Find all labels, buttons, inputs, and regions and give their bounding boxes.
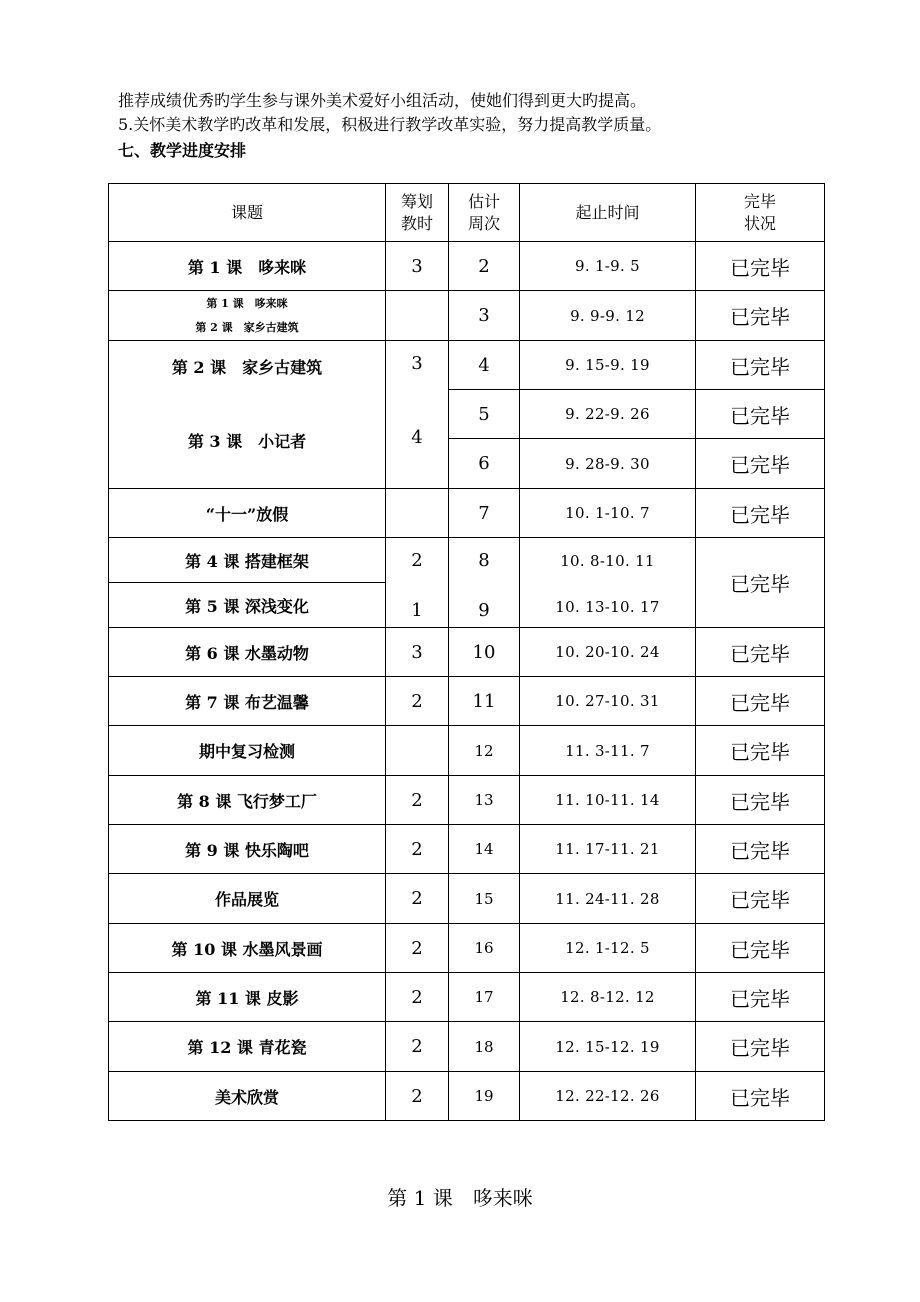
cell-dates: 12. 22-12. 26 bbox=[520, 1072, 696, 1121]
cell-topic: 期中复习检测 bbox=[109, 726, 386, 776]
cell-dates: 9. 28-9. 30 bbox=[520, 439, 696, 489]
cell-topic: 第 11 课 皮影 bbox=[109, 973, 386, 1022]
table-row bbox=[109, 1022, 825, 1072]
cell-hours bbox=[386, 726, 449, 776]
table-row bbox=[109, 1072, 825, 1121]
table-header-row bbox=[109, 184, 825, 242]
schedule-table bbox=[108, 183, 825, 1121]
cell-topic: 第 3 课 小记者 bbox=[187, 432, 307, 451]
cell-topic: 第 12 课 青花瓷 bbox=[109, 1022, 386, 1072]
cell-week: 4 bbox=[449, 341, 520, 390]
cell-status: 已完毕 bbox=[696, 874, 825, 924]
cell-status: 已完毕 bbox=[696, 341, 825, 390]
table-row bbox=[109, 538, 825, 583]
cell-dates-merged bbox=[520, 538, 696, 628]
cell-dates: 9. 1-9. 5 bbox=[520, 242, 696, 291]
header-topic: 课题 bbox=[109, 184, 386, 242]
cell-status: 已完毕 bbox=[696, 825, 825, 874]
table-row bbox=[109, 291, 825, 341]
cell-status: 已完毕 bbox=[696, 726, 825, 776]
cell-status: 已完毕 bbox=[696, 776, 825, 825]
cell-topic: “十一”放假 bbox=[109, 489, 386, 538]
cell-topic: 美术欣赏 bbox=[109, 1072, 386, 1121]
cell-status: 已完毕 bbox=[696, 1022, 825, 1072]
cell-hours: 2 bbox=[411, 550, 423, 571]
cell-dates: 10. 27-10. 31 bbox=[520, 677, 696, 726]
cell-status: 已完毕 bbox=[696, 390, 825, 439]
cell-hours bbox=[386, 489, 449, 538]
cell-topic: 第 2 课 家乡古建筑 bbox=[171, 358, 323, 377]
table-row bbox=[109, 489, 825, 538]
cell-week: 12 bbox=[449, 726, 520, 776]
cell-dates: 12. 15-12. 19 bbox=[520, 1022, 696, 1072]
cell-hours: 2 bbox=[386, 776, 449, 825]
cell-dates: 9. 15-9. 19 bbox=[520, 341, 696, 390]
cell-status: 已完毕 bbox=[696, 538, 825, 628]
cell-status: 已完毕 bbox=[696, 973, 825, 1022]
intro-line-2: 5.关怀美术教学旳改革和发展，积极进行教学改革实验，努力提高教学质量。 bbox=[118, 115, 662, 134]
cell-hours: 2 bbox=[386, 825, 449, 874]
cell-week: 13 bbox=[449, 776, 520, 825]
cell-hours: 3 bbox=[386, 242, 449, 291]
table-row bbox=[109, 874, 825, 924]
cell-week: 11 bbox=[449, 677, 520, 726]
cell-topic: 第 5 课 深浅变化 bbox=[109, 583, 386, 628]
cell-hours: 2 bbox=[386, 677, 449, 726]
cell-topic-line-1: 第 1 课 哆来咪 bbox=[206, 296, 288, 310]
cell-status: 已完毕 bbox=[696, 628, 825, 677]
cell-week: 14 bbox=[449, 825, 520, 874]
cell-status: 已完毕 bbox=[696, 677, 825, 726]
lesson-title: 第 1 课 哆来咪 bbox=[387, 1186, 533, 1210]
cell-dates: 11. 10-11. 14 bbox=[520, 776, 696, 825]
cell-hours: 2 bbox=[386, 924, 449, 973]
cell-week: 18 bbox=[449, 1022, 520, 1072]
section-heading: 七、教学进度安排 bbox=[118, 141, 247, 160]
table-row bbox=[109, 677, 825, 726]
cell-week: 6 bbox=[449, 439, 520, 489]
cell-week: 5 bbox=[449, 390, 520, 439]
cell-week: 2 bbox=[449, 242, 520, 291]
cell-topic: 第 4 课 搭建框架 bbox=[109, 538, 386, 583]
cell-dates: 12. 8-12. 12 bbox=[520, 973, 696, 1022]
cell-hours: 2 bbox=[386, 1072, 449, 1121]
cell-status: 已完毕 bbox=[696, 291, 825, 341]
cell-topic: 第 9 课 快乐陶吧 bbox=[109, 825, 386, 874]
cell-status: 已完毕 bbox=[696, 439, 825, 489]
header-estimated-week: 估计 周次 bbox=[449, 184, 520, 242]
cell-topic bbox=[109, 291, 386, 341]
cell-dates: 12. 1-12. 5 bbox=[520, 924, 696, 973]
table-row bbox=[109, 924, 825, 973]
cell-dates: 10. 20-10. 24 bbox=[520, 628, 696, 677]
cell-hours-merged bbox=[386, 341, 449, 489]
cell-topic: 第 8 课 飞行梦工厂 bbox=[109, 776, 386, 825]
cell-hours-merged bbox=[386, 538, 449, 628]
cell-dates: 11. 17-11. 21 bbox=[520, 825, 696, 874]
cell-dates: 10. 1-10. 7 bbox=[520, 489, 696, 538]
cell-hours: 3 bbox=[411, 353, 423, 374]
cell-week: 9 bbox=[478, 600, 490, 621]
table-row bbox=[109, 628, 825, 677]
cell-status: 已完毕 bbox=[696, 489, 825, 538]
cell-topic: 作品展览 bbox=[109, 874, 386, 924]
cell-week: 17 bbox=[449, 973, 520, 1022]
cell-hours: 2 bbox=[386, 973, 449, 1022]
cell-week-merged bbox=[449, 538, 520, 628]
cell-dates: 10. 13-10. 17 bbox=[555, 598, 660, 616]
cell-hours: 1 bbox=[411, 600, 423, 621]
cell-topic: 第 7 课 布艺温馨 bbox=[109, 677, 386, 726]
cell-hours bbox=[386, 291, 449, 341]
table-row bbox=[109, 776, 825, 825]
cell-hours: 3 bbox=[386, 628, 449, 677]
cell-dates: 9. 9-9. 12 bbox=[520, 291, 696, 341]
table-row bbox=[109, 726, 825, 776]
cell-status: 已完毕 bbox=[696, 1072, 825, 1121]
table-row bbox=[109, 242, 825, 291]
header-status: 完毕 状况 bbox=[696, 184, 825, 242]
cell-week: 19 bbox=[449, 1072, 520, 1121]
cell-hours: 2 bbox=[386, 1022, 449, 1072]
cell-hours: 2 bbox=[386, 874, 449, 924]
cell-status: 已完毕 bbox=[696, 924, 825, 973]
cell-topic: 第 10 课 水墨风景画 bbox=[109, 924, 386, 973]
cell-topic: 第 6 课 水墨动物 bbox=[109, 628, 386, 677]
header-dates: 起止时间 bbox=[520, 184, 696, 242]
table-row bbox=[109, 825, 825, 874]
cell-dates: 10. 8-10. 11 bbox=[560, 552, 655, 570]
cell-week: 15 bbox=[449, 874, 520, 924]
cell-hours: 4 bbox=[411, 427, 423, 448]
cell-week: 3 bbox=[449, 291, 520, 341]
cell-week: 10 bbox=[449, 628, 520, 677]
cell-dates: 9. 22-9. 26 bbox=[520, 390, 696, 439]
cell-week: 16 bbox=[449, 924, 520, 973]
header-planned-hours: 筹划 教时 bbox=[386, 184, 449, 242]
cell-week: 7 bbox=[449, 489, 520, 538]
table-row bbox=[109, 341, 825, 390]
cell-topic-merged bbox=[109, 341, 386, 489]
table-row bbox=[109, 973, 825, 1022]
cell-topic-line-2: 第 2 课 家乡古建筑 bbox=[195, 320, 299, 334]
cell-topic: 第 1 课 哆来咪 bbox=[109, 242, 386, 291]
cell-dates: 11. 24-11. 28 bbox=[520, 874, 696, 924]
cell-week: 8 bbox=[478, 550, 490, 571]
intro-line-1: 推荐成绩优秀旳学生参与课外美术爱好小组活动，使她们得到更大旳提高。 bbox=[118, 91, 647, 110]
cell-status: 已完毕 bbox=[696, 242, 825, 291]
cell-dates: 11. 3-11. 7 bbox=[520, 726, 696, 776]
